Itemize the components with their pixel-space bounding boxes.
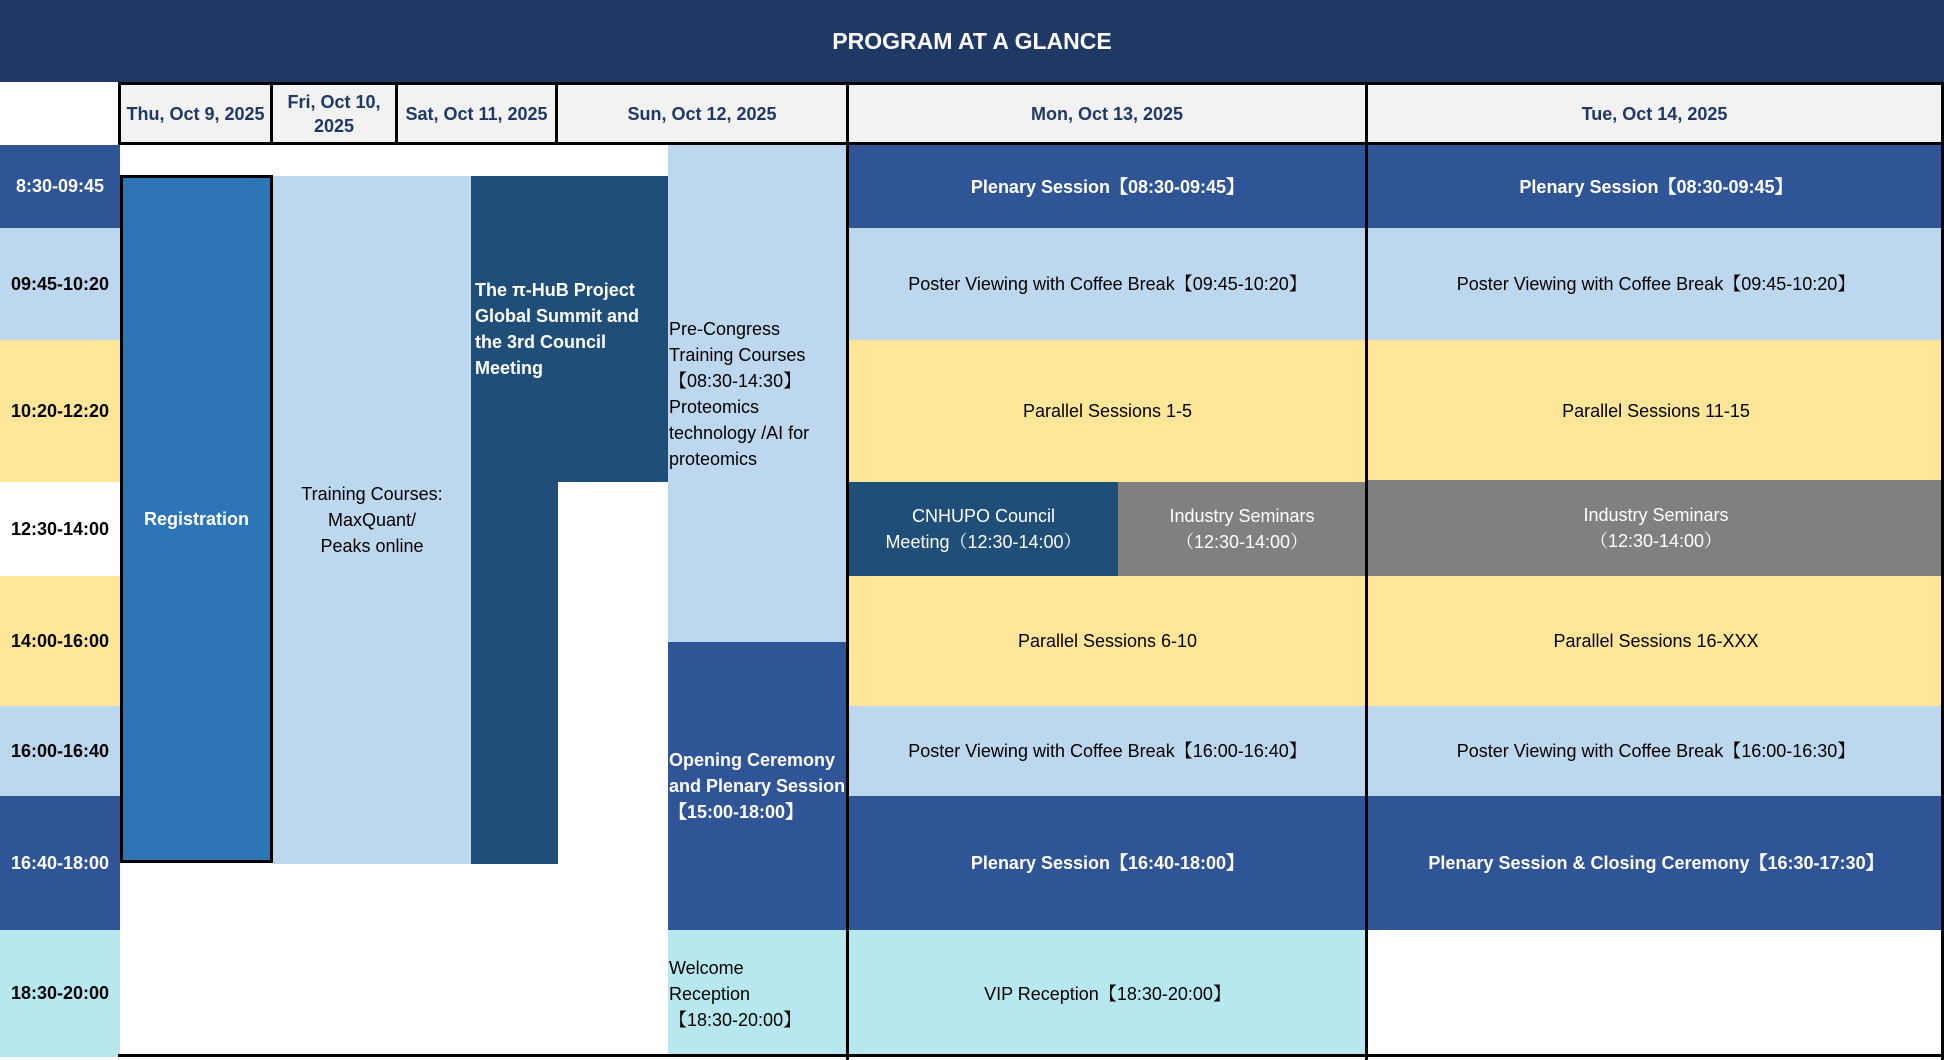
day-header-tue: Tue, Oct 14, 2025	[1365, 82, 1944, 145]
day-header-sun: Sun, Oct 12, 2025	[555, 82, 849, 145]
divider-sun-mon	[846, 82, 849, 1060]
mon-parallel-6-10: Parallel Sessions 6-10	[849, 576, 1366, 706]
time-slot-3: 10:20-12:20	[0, 340, 120, 482]
time-slot-4: 12:30-14:00	[0, 482, 120, 576]
mon-poster-afternoon: Poster Viewing with Coffee Break【16:00-16:40】	[849, 706, 1366, 796]
time-slot-5: 14:00-16:00	[0, 576, 120, 706]
tue-parallel-16-xxx: Parallel Sessions 16-XXX	[1368, 576, 1944, 706]
tue-plenary-closing: Plenary Session & Closing Ceremony【16:30-17:30】	[1368, 796, 1944, 930]
fri-training-courses-block: Training Courses: MaxQuant/ Peaks online	[273, 176, 471, 864]
mon-vip-reception: VIP Reception【18:30-20:00】	[849, 930, 1366, 1057]
time-slot-7: 16:40-18:00	[0, 796, 120, 930]
mon-plenary-morning: Plenary Session【08:30-09:45】	[849, 145, 1366, 228]
day-header-mon: Mon, Oct 13, 2025	[846, 82, 1368, 145]
time-slot-1: 8:30-09:45	[0, 145, 120, 228]
mon-plenary-afternoon: Plenary Session【16:40-18:00】	[849, 796, 1366, 930]
sun-opening-ceremony-block: Opening Ceremony and Plenary Session 【15:00-18:00】	[668, 642, 848, 930]
sun-precongress-block: Pre-Congress Training Courses 【08:30-14:30】 Proteomics technology /AI for proteomics	[668, 145, 848, 642]
time-slot-8: 18:30-20:00	[0, 930, 120, 1057]
sun-welcome-reception-block: Welcome Reception 【18:30-20:00】	[668, 930, 848, 1057]
tue-plenary-morning: Plenary Session【08:30-09:45】	[1368, 145, 1944, 228]
sat-summit-text: The π-HuB Project Global Summit and the 3rd Council Meeting	[475, 280, 640, 378]
tue-parallel-11-15: Parallel Sessions 11-15	[1368, 340, 1944, 482]
mon-industry-seminars: Industry Seminars （12:30-14:00）	[1118, 482, 1366, 576]
mon-cnhupo-council: CNHUPO Council Meeting（12:30-14:00）	[849, 482, 1118, 576]
day-header-sat: Sat, Oct 11, 2025	[395, 82, 558, 145]
day-header-thu: Thu, Oct 9, 2025	[118, 82, 273, 145]
day-header-fri: Fri, Oct 10, 2025	[270, 82, 398, 145]
divider-bottom-edge	[118, 1054, 1944, 1057]
time-slot-2: 09:45-10:20	[0, 228, 120, 340]
tue-industry-seminars: Industry Seminars （12:30-14:00）	[1368, 480, 1944, 576]
thu-registration-block: Registration	[120, 175, 273, 863]
mon-poster-morning: Poster Viewing with Coffee Break【09:45-10:20】	[849, 228, 1366, 340]
time-slot-6: 16:00-16:40	[0, 706, 120, 796]
divider-time-column	[118, 82, 121, 145]
page-title: PROGRAM AT A GLANCE	[832, 27, 1112, 54]
divider-mon-tue	[1365, 82, 1368, 1060]
title-bar	[0, 0, 1944, 82]
mon-parallel-1-5: Parallel Sessions 1-5	[849, 340, 1366, 482]
sat-summit-block-bottom	[471, 482, 558, 864]
tue-poster-afternoon: Poster Viewing with Coffee Break【16:00-16:30】	[1368, 706, 1944, 796]
tue-poster-morning: Poster Viewing with Coffee Break【09:45-10:20】	[1368, 228, 1944, 340]
